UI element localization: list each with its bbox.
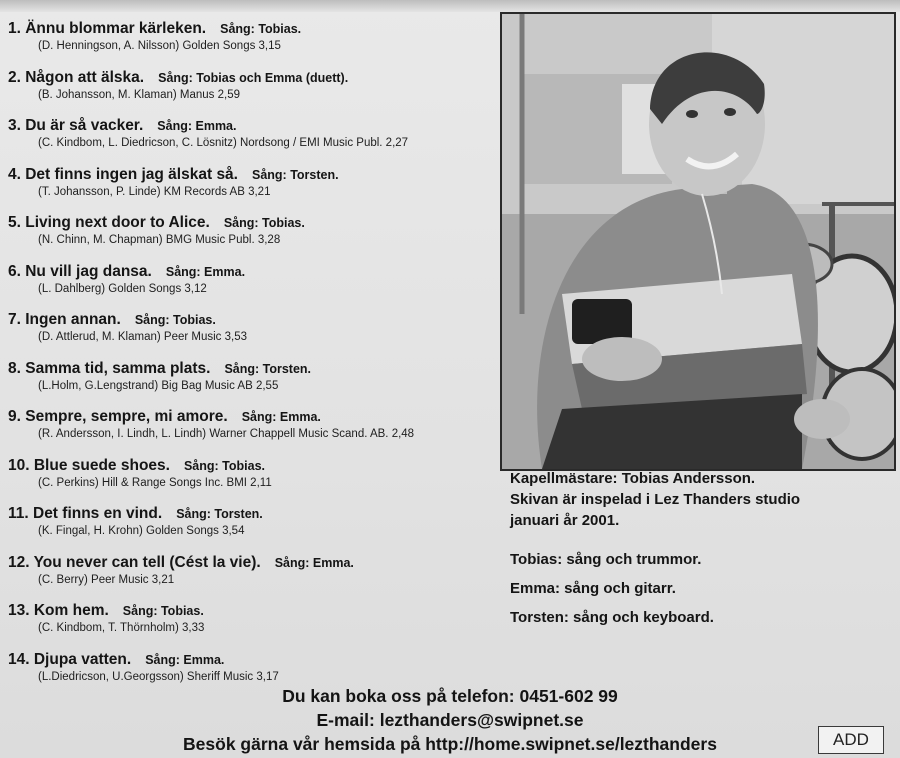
contact-phone: Du kan boka oss på telefon: 0451-602 99 <box>282 686 618 706</box>
track-credit: (K. Fingal, H. Krohn) Golden Songs 3,54 <box>38 525 245 537</box>
track-singer: Sång: Tobias. <box>220 22 302 36</box>
track-singer: Sång: Tobias och Emma (duett). <box>158 70 349 85</box>
recording-credits <box>510 468 895 531</box>
add-badge: ADD <box>818 726 884 754</box>
track-credit: (B. Johansson, M. Klaman) Manus 2,59 <box>38 88 240 101</box>
track-item <box>8 408 498 440</box>
contact-info <box>0 684 900 756</box>
track-credit: (L.Diedricson, U.Georgsson) Sheriff Music 3,17 <box>38 670 279 683</box>
track-item <box>8 651 498 683</box>
track-item <box>8 69 498 101</box>
track-title-line <box>8 602 498 620</box>
track-title: 11. Det finns en vind. <box>8 505 163 522</box>
member-emma: Emma: sång och gitarr. <box>510 580 676 597</box>
member-torsten: Torsten: sång och keyboard. <box>510 609 714 626</box>
track-title: 8. Samma tid, samma plats. <box>8 359 211 377</box>
track-singer: Sång: Emma. <box>274 555 354 570</box>
track-title: 6. Nu vill jag dansa. <box>8 262 152 280</box>
track-credit: (C. Berry) Peer Music 3,21 <box>38 573 175 586</box>
track-item <box>8 214 498 246</box>
track-singer: Sång: Torsten. <box>252 167 339 182</box>
track-title-line <box>8 263 498 281</box>
track-title: 2. Någon att älska. <box>8 68 145 86</box>
track-credit: (C. Kindbom, T. Thörnholm) 3,33 <box>38 622 205 634</box>
track-singer: Sång: Tobias. <box>134 313 216 327</box>
track-singer: Sång: Emma. <box>241 410 321 424</box>
track-title: 12. You never can tell (Cést la vie). <box>8 553 261 571</box>
track-title-line <box>8 311 498 329</box>
track-item <box>8 166 498 198</box>
track-singer: Sång: Emma. <box>145 652 225 667</box>
track-item <box>8 360 498 392</box>
credit-line-3: januari år 2001. <box>510 512 620 529</box>
track-credit: (L.Holm, G.Lengstrand) Big Bag Music AB 2,55 <box>38 379 279 392</box>
track-title: 5. Living next door to Alice. <box>8 214 210 231</box>
credit-line-1: Kapellmästare: Tobias Andersson. <box>510 470 756 487</box>
album-info <box>510 468 895 632</box>
track-title: 4. Det finns ingen jag älskat så. <box>8 165 238 183</box>
track-singer: Sång: Tobias. <box>223 216 305 230</box>
track-item <box>8 20 498 52</box>
track-title-line <box>8 505 498 523</box>
member-tobias: Tobias: sång och trummor. <box>510 551 702 568</box>
track-item <box>8 263 498 295</box>
track-item <box>8 457 498 489</box>
band-members <box>510 545 895 632</box>
track-credit: (D. Attlerud, M. Klaman) Peer Music 3,53 <box>38 331 247 343</box>
track-credit: (C. Kindbom, L. Diedricson, C. Lösnitz) Nordsong / EMI Music Publ. 2,27 <box>38 137 409 149</box>
track-title-line <box>8 408 498 426</box>
track-singer: Sång: Torsten. <box>224 361 312 376</box>
track-singer: Sång: Emma. <box>157 119 237 133</box>
track-title: 3. Du är så vacker. <box>8 117 144 134</box>
track-singer: Sång: Emma. <box>165 264 246 279</box>
track-credit: (L. Dahlberg) Golden Songs 3,12 <box>38 282 207 295</box>
track-title-line <box>8 214 498 232</box>
track-singer: Sång: Tobias. <box>122 604 204 618</box>
band-photo <box>500 12 896 471</box>
track-title-line <box>8 166 498 184</box>
track-title: 7. Ingen annan. <box>8 311 121 328</box>
contact-web: Besök gärna vår hemsida på http://home.swipnet.se/lezthanders <box>183 734 717 754</box>
track-item <box>8 311 498 343</box>
track-title-line <box>8 457 498 475</box>
track-title: 13. Kom hem. <box>8 602 109 619</box>
track-title: 14. Djupa vatten. <box>8 650 132 668</box>
credit-line-2: Skivan är inspelad i Lez Thanders studio <box>510 491 801 508</box>
track-credit: (C. Perkins) Hill & Range Songs Inc. BMI 2,11 <box>38 476 272 489</box>
track-credit: (R. Andersson, I. Lindh, L. Lindh) Warner Chappell Music Scand. AB. 2,48 <box>38 428 415 440</box>
track-credit: (N. Chinn, M. Chapman) BMG Music Publ. 3,28 <box>38 234 281 246</box>
track-item <box>8 554 498 586</box>
track-title: 9. Sempre, sempre, mi amore. <box>8 408 228 425</box>
track-credit: (T. Johansson, P. Linde) KM Records AB 3,21 <box>38 185 271 198</box>
track-title-line <box>8 360 498 378</box>
track-title-line <box>8 117 498 135</box>
track-singer: Sång: Torsten. <box>176 507 263 521</box>
track-title-line <box>8 554 498 572</box>
contact-email: E-mail: lezthanders@swipnet.se <box>316 710 584 730</box>
track-item <box>8 505 498 537</box>
track-credit: (D. Henningson, A. Nilsson) Golden Songs 3,15 <box>38 40 281 52</box>
track-title-line <box>8 651 498 669</box>
case-edge <box>0 0 900 12</box>
track-singer: Sång: Tobias. <box>183 458 265 473</box>
track-title: 10. Blue suede shoes. <box>8 456 170 474</box>
track-item <box>8 117 498 149</box>
track-item <box>8 602 498 634</box>
track-title: 1. Ännu blommar kärleken. <box>8 20 207 37</box>
track-title-line <box>8 20 498 38</box>
track-title-line <box>8 69 498 87</box>
